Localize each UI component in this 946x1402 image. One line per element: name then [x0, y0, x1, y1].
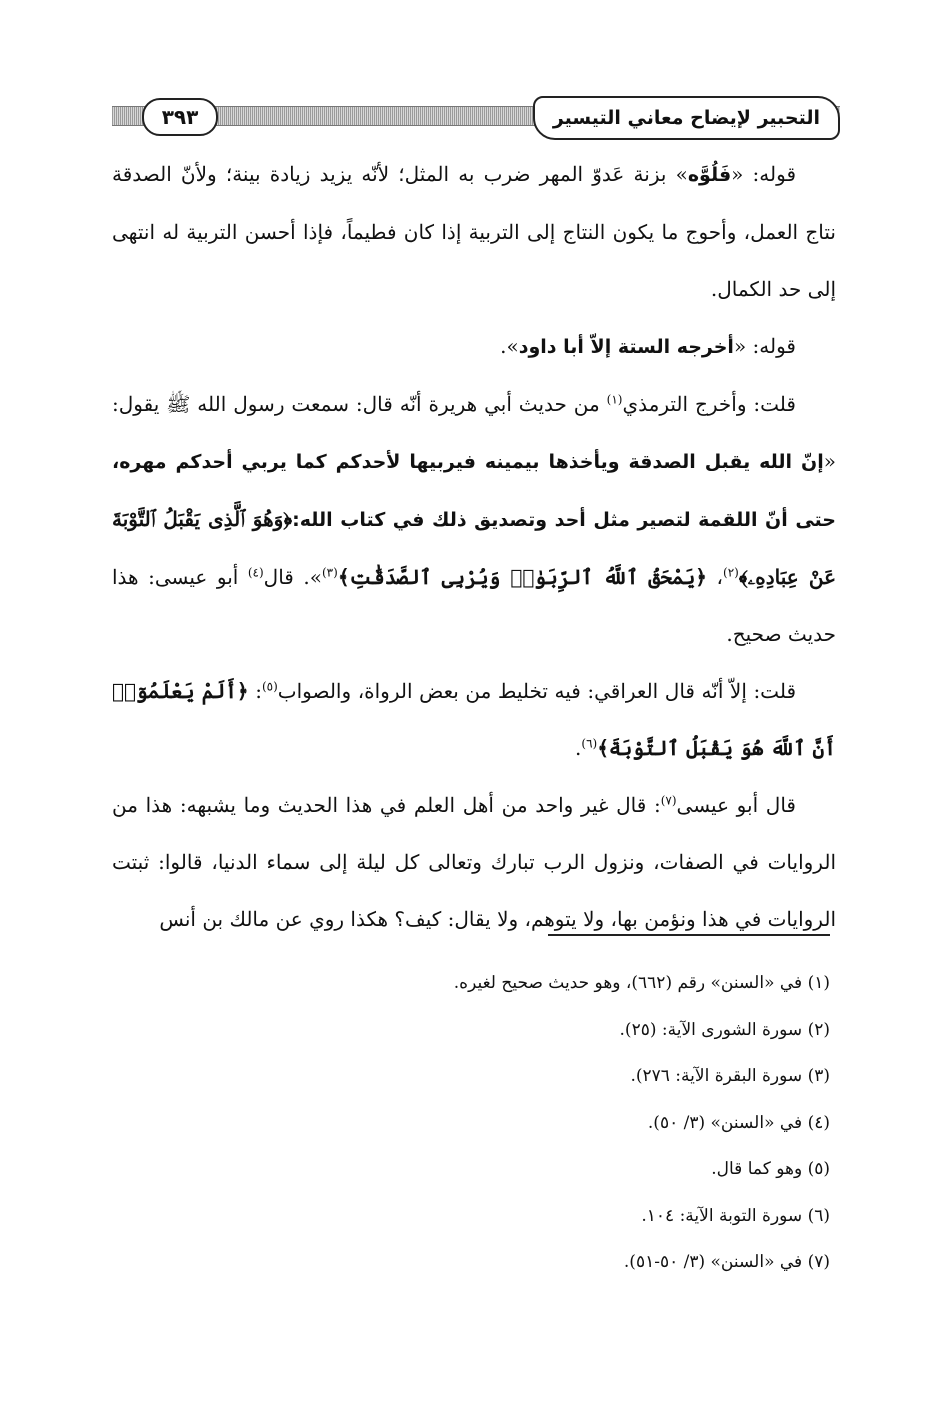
text-run: . [575, 736, 582, 760]
text-run: أبو عيسى: هذا حديث صحيح. [112, 565, 836, 646]
footnote-ref-5[interactable]: (٥) [261, 679, 278, 694]
bold-term: فَلُوَّه [687, 164, 732, 186]
footnote-4: (٤) في «السنن» (٣/ ٥٠). [647, 1112, 830, 1133]
quran-verse: ﴿وَهُوَ ٱلَّذِى يَقْبَلُ ٱلتَّوْبَةَ عَنْ عِبَادِهِۦ﴾ [112, 507, 837, 589]
text-run: ». قال [263, 565, 322, 589]
text-run: قلت: إلاّ أنّه قال العراقي: فيه تخليط من بعض الرواة، والصواب [277, 679, 796, 703]
text-run: » بزنة عَدوّ المهر ضرب به المثل؛ لأنّه يزيد زيادة بينة؛ ولأنّ الصدقة نتاج العمل، وأحوج ما يكون النتاج إلى التربية إذا كان فطيماً، فإذا أحسن التربية له انتهى إلى حد الكمال. [112, 162, 836, 301]
footnote-6: (٦) سورة التوبة الآية: ١٠٤. [641, 1205, 830, 1226]
footnotes [300, 960, 830, 1286]
paragraph-3 [112, 376, 836, 663]
footnote-ref-3[interactable]: (٣) [321, 565, 338, 580]
paragraph-1 [112, 146, 836, 318]
paragraph-5 [112, 777, 836, 948]
quran-verse: ﴿أَلَمْ يَعْلَمُوٓا۟ أَنَّ ٱللَّهَ هُوَ يَقْبَلُ ٱلتَّوْبَةَ﴾ [112, 679, 836, 760]
footnote-ref-6[interactable]: (٦) [581, 736, 598, 751]
page-number: ٣٩٣ [142, 98, 218, 136]
footnote-ref-7[interactable]: (٧) [660, 793, 677, 808]
footnote-ref-1[interactable]: (١) [606, 392, 623, 407]
text-run: : قال غير واحد من أهل العلم في هذا الحديث وما يشبهه: هذا من الروايات في الصفات، ونزول الرب تبارك وتعالى كل ليلة إلى سماء الدنيا، قالوا: ثبتت الروايات في هذا ونؤمن بها، ولا يتوهم، ولا يقال: كيف؟ هكذا روي عن مالك بن أنس [112, 793, 836, 931]
footnote-3: (٣) سورة البقرة الآية: ٢٧٦). [630, 1066, 830, 1086]
footnote-ref-2[interactable]: (٢) [723, 565, 739, 580]
book-title: التحبير لإيضاح معاني التيسير [533, 96, 840, 140]
text-run: من حديث أبي هريرة أنّه قال: سمعت رسول الله ﷺ يقول: « [112, 392, 836, 473]
text-run: قوله: « [731, 162, 797, 186]
footnote-separator [548, 934, 830, 936]
quran-verse: ﴿يَمْحَقُ ٱللَّهُ ٱلرِّبَوٰا۟ وَيُرْبِى ٱلصَّدَقَٰتِ﴾ [337, 565, 708, 589]
footnote-ref-4[interactable]: (٤) [247, 565, 264, 580]
running-header [112, 96, 840, 140]
text-run: ». [500, 334, 519, 358]
footnote-2: (٢) سورة الشورى الآية: (٢٥). [619, 1019, 830, 1040]
paragraph-2 [112, 318, 836, 376]
paragraph-4 [112, 663, 836, 777]
footnote-7: (٧) في «السنن» (٣/ ٥٠-٥١). [623, 1252, 830, 1272]
hadith-text: إنّ الله يقبل الصدقة ويأخذها بيمينه فيربيها لأحدكم كما يربي أحدكم مهره، حتى أنّ اللقمة لتصير مثل أحد وتصديق ذلك في كتاب الله: [112, 451, 836, 531]
main-text [112, 146, 836, 948]
text-run: قوله: « [733, 334, 796, 358]
text-run: قلت: وأخرج الترمذي [622, 392, 796, 416]
text-run: : [248, 679, 262, 703]
footnote-1: (١) في «السنن» رقم (٦٦٢)، وهو حديث صحيح لغيره. [453, 973, 830, 993]
text-run: قال أبو عيسى [676, 793, 796, 817]
text-run: ، [707, 565, 723, 589]
footnote-5: (٥) وهو كما قال. [711, 1159, 830, 1179]
bold-quote: أخرجه الستة إلاّ أبا داود [518, 336, 734, 358]
